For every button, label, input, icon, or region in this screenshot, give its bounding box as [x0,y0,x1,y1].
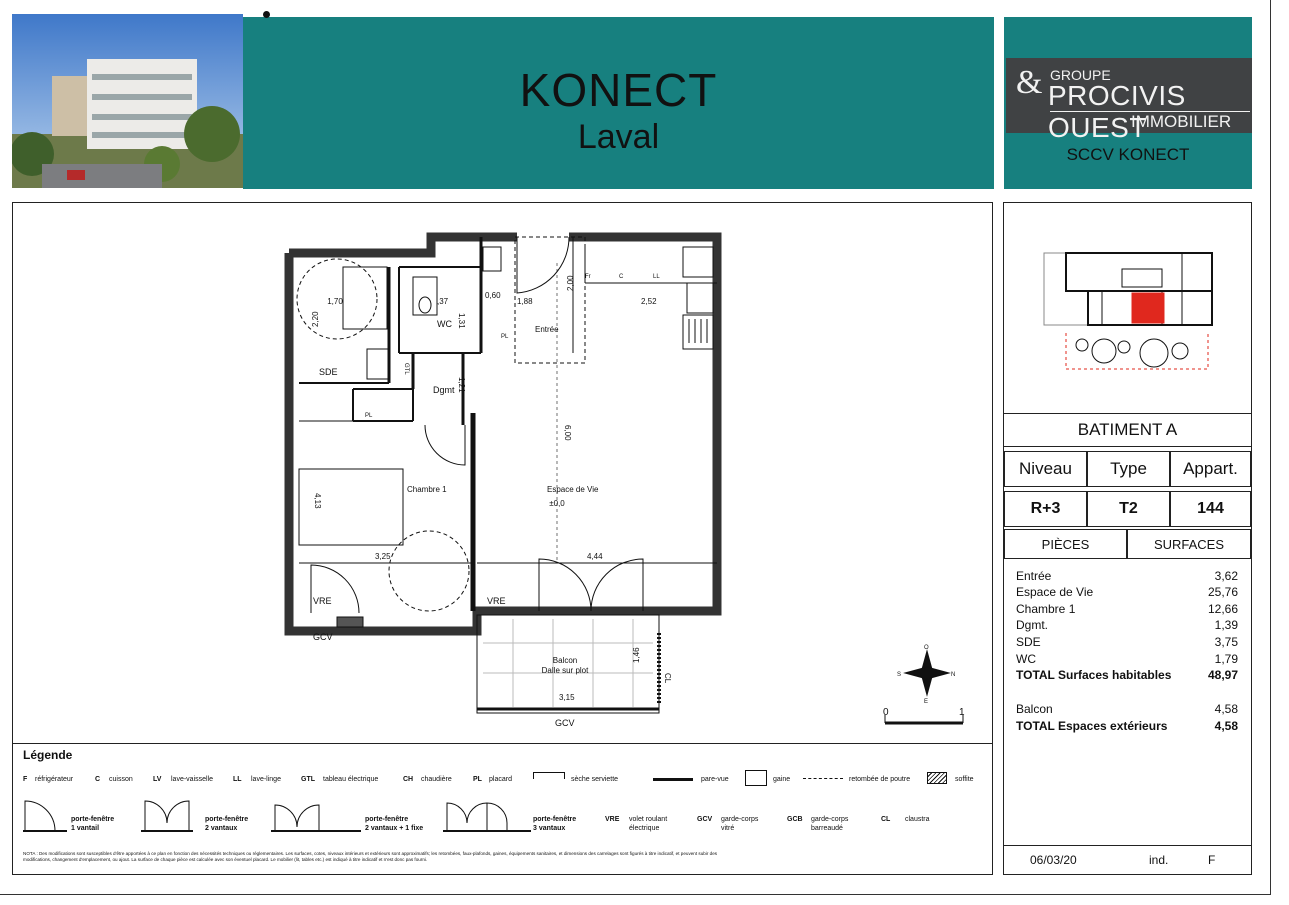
dim-444: 4,44 [587,552,603,561]
dim-600: 6,00 [563,425,572,441]
compass-left: S [897,672,902,678]
dim-131: 1,31 [457,313,466,329]
plan-date: 06/03/20 [1030,853,1077,867]
room-surface: 4,58 [1214,719,1238,733]
legend-text-ll: lave-linge [251,776,281,783]
room-surface: 3,75 [1214,635,1238,649]
legend-code-pl: PL [473,776,482,783]
legend-pf1-a: porte-fenêtre [71,816,115,823]
room-balcon-dalle: Dalle sur plot [541,666,589,675]
legend-vre-a: volet roulant [629,816,668,823]
legend-pf4-b: 3 vantaux [533,825,566,832]
nota-line-1: NOTA : Des modifications sont susceptibles d'être apportées à ce plan en fonction des nécessités techniques ou réglementaires. Les surfaces, cotes, niveaux intérieurs et extérieurs sont approximatifs; les retombées, faux-plafonds, gaines, équipements sanitaires, et dimensions des carrelages sont figurés à titre indicatif, et peuvent subir des [23,851,718,856]
room-name: Espace de Vie [1016,585,1094,599]
dim-121: 1,21 [457,377,466,393]
legend-text-f: réfrigérateur [35,776,74,783]
col-pieces: PIÈCES [1004,529,1127,559]
room-name: Chambre 1 [1016,602,1076,616]
room-surface: 48,97 [1207,668,1238,682]
tag-gtl: GTL [403,363,409,375]
tag-pl-1: PL [501,334,509,340]
compass-bottom: E [924,699,929,705]
building-photo [12,14,243,188]
room-surface: 3,62 [1214,569,1238,583]
room-name: Entrée [1016,569,1052,583]
legend-code-f: F [23,776,28,783]
room-name: Dgmt. [1016,618,1049,632]
legend-code-ll: LL [233,776,242,783]
header-type: Type [1087,451,1170,487]
room-entree: Entrée [535,325,559,334]
legend-gcb-code: GCB [787,816,803,823]
dim-188: 1,88 [517,297,533,306]
project-title: KONECT [519,64,718,116]
room-row-wc [1016,652,1238,666]
nota-line-2: modifications, changement d'emplacement, ou ajout. La surface de chaque pièce est calculée avec son éventuel placard. Le mobilier (lit, tables etc.) est indiqué à titre indicatif et n'est donc pas fourni. [23,857,428,862]
room-espace-de-vie: Espace de Vie [547,485,599,494]
room-row-total-habitables [1016,668,1238,682]
dim-037: ,37 [437,297,449,306]
batiment-label: BATIMENT A [1004,413,1251,447]
logo-line-immobilier: IMMOBILIER [1131,112,1232,131]
tag-pl-2: PL [365,413,373,419]
legend-text-gaine: gaine [773,776,791,783]
soffite-icon [927,772,947,784]
logo-line-groupe: GROUPE [1050,67,1111,83]
value-type: T2 [1087,491,1170,527]
pare-vue-icon [653,778,693,781]
legend-divider [13,743,992,744]
dim-413: 4,13 [313,493,322,509]
legend-pf1-b: 1 vantail [71,825,100,832]
room-row-entree [1016,569,1238,583]
room-surface: 25,76 [1207,585,1238,599]
legend-text-lv: lave-vaisselle [171,776,214,783]
room-row-chambre [1016,602,1238,616]
tag-gcv-2: GCV [555,718,575,728]
ind-value: F [1208,853,1216,867]
legend-pf2-b: 2 vantaux [205,825,238,832]
legend-gcb-b: barreaudé [811,825,843,832]
logo-line-procivis: PROCIVIS OUEST [1048,80,1186,143]
header-niveau: Niveau [1004,451,1087,487]
retombee-icon [803,778,843,779]
legend-pf2-a: porte-fenêtre [205,816,249,823]
legend-text-c: cuisson [109,776,133,783]
legend-pf3-a: porte-fenêtre [365,816,409,823]
room-row-sde [1016,635,1238,649]
legend-vre-code: VRE [605,816,620,823]
dim-325: 3,25 [375,552,391,561]
footer-divider [1004,845,1251,846]
room-name: WC [1016,652,1036,666]
room-surface: 12,66 [1207,602,1238,616]
legend-text-seche: sèche serviette [571,776,619,783]
col-surfaces: SURFACES [1127,529,1251,559]
room-balcon: Balcon [552,656,578,665]
legend-gcb-a: garde-corps [811,816,849,823]
tag-c: C [619,274,624,280]
room-row-total-exterieurs [1016,719,1238,733]
room-row-balcon [1016,702,1238,716]
legend-text-pare-vue: pare-vue [701,776,729,783]
dim-315: 3,15 [559,693,575,702]
room-name: Balcon [1016,702,1053,716]
project-city: Laval [577,118,660,156]
room-row-dgmt [1016,618,1238,632]
title-band [243,17,994,189]
room-chambre: Chambre 1 [407,485,447,494]
legend-gcv-code: GCV [697,816,713,823]
room-surface: 4,58 [1214,702,1238,716]
dim-220: 2,20 [311,311,320,327]
plan-panel [12,202,993,875]
header-appart: Appart. [1170,451,1251,487]
legend-pf4-a: porte-fenêtre [533,816,577,823]
ampersand-logo-icon: & [1016,64,1043,101]
scale-max: 1 [959,707,965,718]
scale-min: 0 [883,707,889,718]
procivis-logo [1006,58,1252,143]
legend-code-c: C [95,776,101,783]
tag-vre-1: VRE [313,596,332,606]
gaine-icon [745,770,767,786]
legend-text-gtl: tableau électrique [323,776,379,783]
legend-gcv-b: vitré [721,825,735,832]
dim-146: 1,46 [632,647,641,663]
legend-text-retombee: retombée de poutre [849,776,911,783]
room-surface: 1,39 [1214,618,1238,632]
company-name: SCCV KONECT [1066,145,1190,164]
legend-text-soffite: soffite [955,776,974,783]
room-name: TOTAL Surfaces habitables [1016,668,1172,682]
dim-200: 2,00 [566,275,575,291]
legend-code-ch: CH [403,776,414,783]
dim-170: 1,70 [327,297,343,306]
legend-code-lv: LV [153,776,162,783]
room-name: TOTAL Espaces extérieurs [1016,719,1168,733]
value-appart: 144 [1170,491,1251,527]
floor-plan [13,203,992,743]
room-row-espace [1016,585,1238,599]
tag-gcv-1: GCV [313,632,333,642]
nota-text [23,851,983,863]
room-wc: WC [437,319,452,329]
tag-fr: Fr [585,274,591,280]
page-right-rule [1270,0,1271,895]
legend-text-pl: placard [489,776,512,783]
tag-ll: LL [653,274,660,280]
room-dgmt: Dgmt [433,385,455,395]
location-key-plan [1042,249,1216,377]
punch-hole-dot [263,11,270,18]
legend-gcv-a: garde-corps [721,816,759,823]
legend-cl-code: CL [881,816,891,823]
legend-cl-a: claustra [905,816,930,823]
value-niveau: R+3 [1004,491,1087,527]
dim-252: 2,52 [641,297,657,306]
seche-serviette-icon [533,772,565,779]
tag-vre-2: VRE [487,596,506,606]
room-name: SDE [1016,635,1041,649]
info-panel [1003,202,1252,875]
level-zero: ±0,0 [549,499,565,508]
compass-top: O [924,645,929,651]
legend-pf3-b: 2 vantaux + 1 fixe [365,825,424,832]
ind-label: ind. [1149,853,1169,867]
tag-cl: CL [663,673,672,684]
compass-right: N [951,672,956,678]
legend-vre-b: électrique [629,825,660,832]
legend-title: Légende [23,748,73,762]
room-sde: SDE [319,367,338,377]
legend-text-ch: chaudière [421,776,452,783]
legend-code-gtl: GTL [301,776,315,783]
room-surface: 1,79 [1214,652,1238,666]
dim-060: 0,60 [485,291,501,300]
page-bottom-rule [0,894,1270,895]
